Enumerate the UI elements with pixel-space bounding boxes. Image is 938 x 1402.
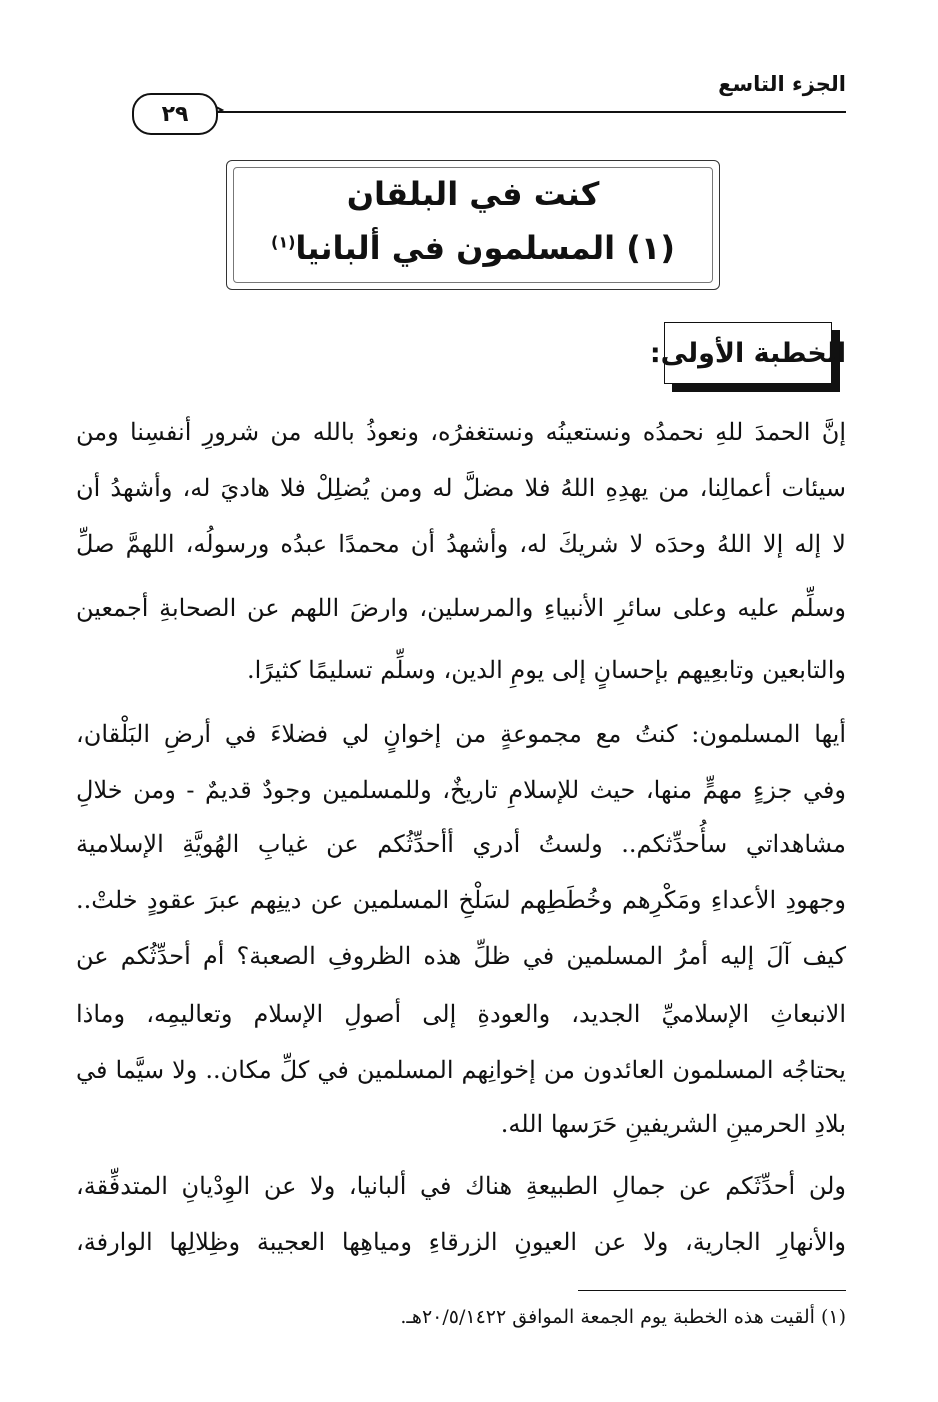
- body-line: والتابعين وتابعِيهم بإحسانٍ إلى يومِ الدين، وسلِّم تسليمًا كثيرًا.: [247, 656, 846, 684]
- running-head: الجزء التاسع: [718, 72, 846, 96]
- page-number: ٢٩: [161, 101, 189, 127]
- chapter-subtitle-text: (١) المسلمون في ألبانيا: [295, 229, 675, 267]
- page-number-badge: [132, 93, 218, 135]
- body-line: بلادِ الحرمينِ الشريفينِ حَرَسها الله.: [500, 1110, 846, 1138]
- footnote-rule: [578, 1290, 846, 1291]
- body-line: يحتاجُه المسلمون العائدون من إخوانِهم المسلمين في كلِّ مكان.. ولا سيَّما في: [76, 1056, 846, 1084]
- body-line: لا إله إلا اللهُ وحدَه لا شريكَ له، وأشهدُ أن محمدًا عبدُه ورسولُه، اللهمَّ صلِّ: [76, 530, 846, 558]
- footnote-ref: (١): [271, 232, 296, 252]
- body-line: أيها المسلمون: كنتُ مع مجموعةٍ من إخوانٍ لي فضلاءَ في أرضِ البَلْقان،: [76, 720, 846, 748]
- section-heading: [649, 322, 847, 384]
- body-line: مشاهداتي سأُحدِّثكم.. ولستُ أدري أأحدِّثُكم عن غيابِ الهُويَّةِ الإسلامية: [76, 830, 846, 858]
- chapter-subtitle: [227, 229, 719, 267]
- body-line: وفي جزءٍ مهمٍّ منها، حيث للإسلامِ تاريخٌ، وللمسلمين وجودٌ قديمٌ - ومن خلالِ: [76, 776, 846, 804]
- chapter-title-box: [226, 160, 720, 290]
- footnote: (١) ألقيت هذه الخطبة يوم الجمعة الموافق ٢٠/٥/١٤٢٢هـ.: [400, 1306, 846, 1328]
- header-rule: [200, 111, 846, 113]
- body-line: سيئات أعمالِنا، من يهدِهِ اللهُ فلا مضلَّ له ومن يُضلِلْ فلا هاديَ له، وأشهدُ أن: [76, 474, 846, 502]
- body-line: وسلِّم عليه وعلى سائرِ الأنبياءِ والمرسلين، وارضَ اللهم عن الصحابةِ أجمعين: [76, 594, 846, 622]
- body-line: كيف آلَ إليه أمرُ المسلمين في ظلِّ هذه الظروفِ الصعبة؟ أم أحدِّثُكم عن: [76, 942, 846, 970]
- body-line: ولن أحدِّثَكم عن جمالِ الطبيعةِ هناك في ألبانيا، ولا عن الوِدْيانِ المتدفِّقة،: [76, 1172, 846, 1200]
- body-line: والأنهارِ الجارية، ولا عن العيونِ الزرقاءِ ومياهِها العجيبة وظِلالِها الوارفة،: [76, 1228, 846, 1256]
- section-heading-text: الخطبة الأولى:: [649, 337, 847, 369]
- chapter-title: كنت في البلقان: [346, 175, 600, 213]
- body-line: إنَّ الحمدَ للهِ نحمدُه ونستعينُه ونستغفرُه، ونعوذُ بالله من شرورِ أنفسِنا ومن: [76, 418, 846, 446]
- body-line: الانبعاثِ الإسلاميِّ الجديد، والعودةِ إلى أصولِ الإسلام وتعاليمِه، وماذا: [76, 1000, 846, 1028]
- body-line: وجهودِ الأعداءِ ومَكْرِهم وخُطَطِهم لسَلْخِ المسلمين عن دينِهم عبرَ عقودٍ خلتْ..: [76, 886, 846, 914]
